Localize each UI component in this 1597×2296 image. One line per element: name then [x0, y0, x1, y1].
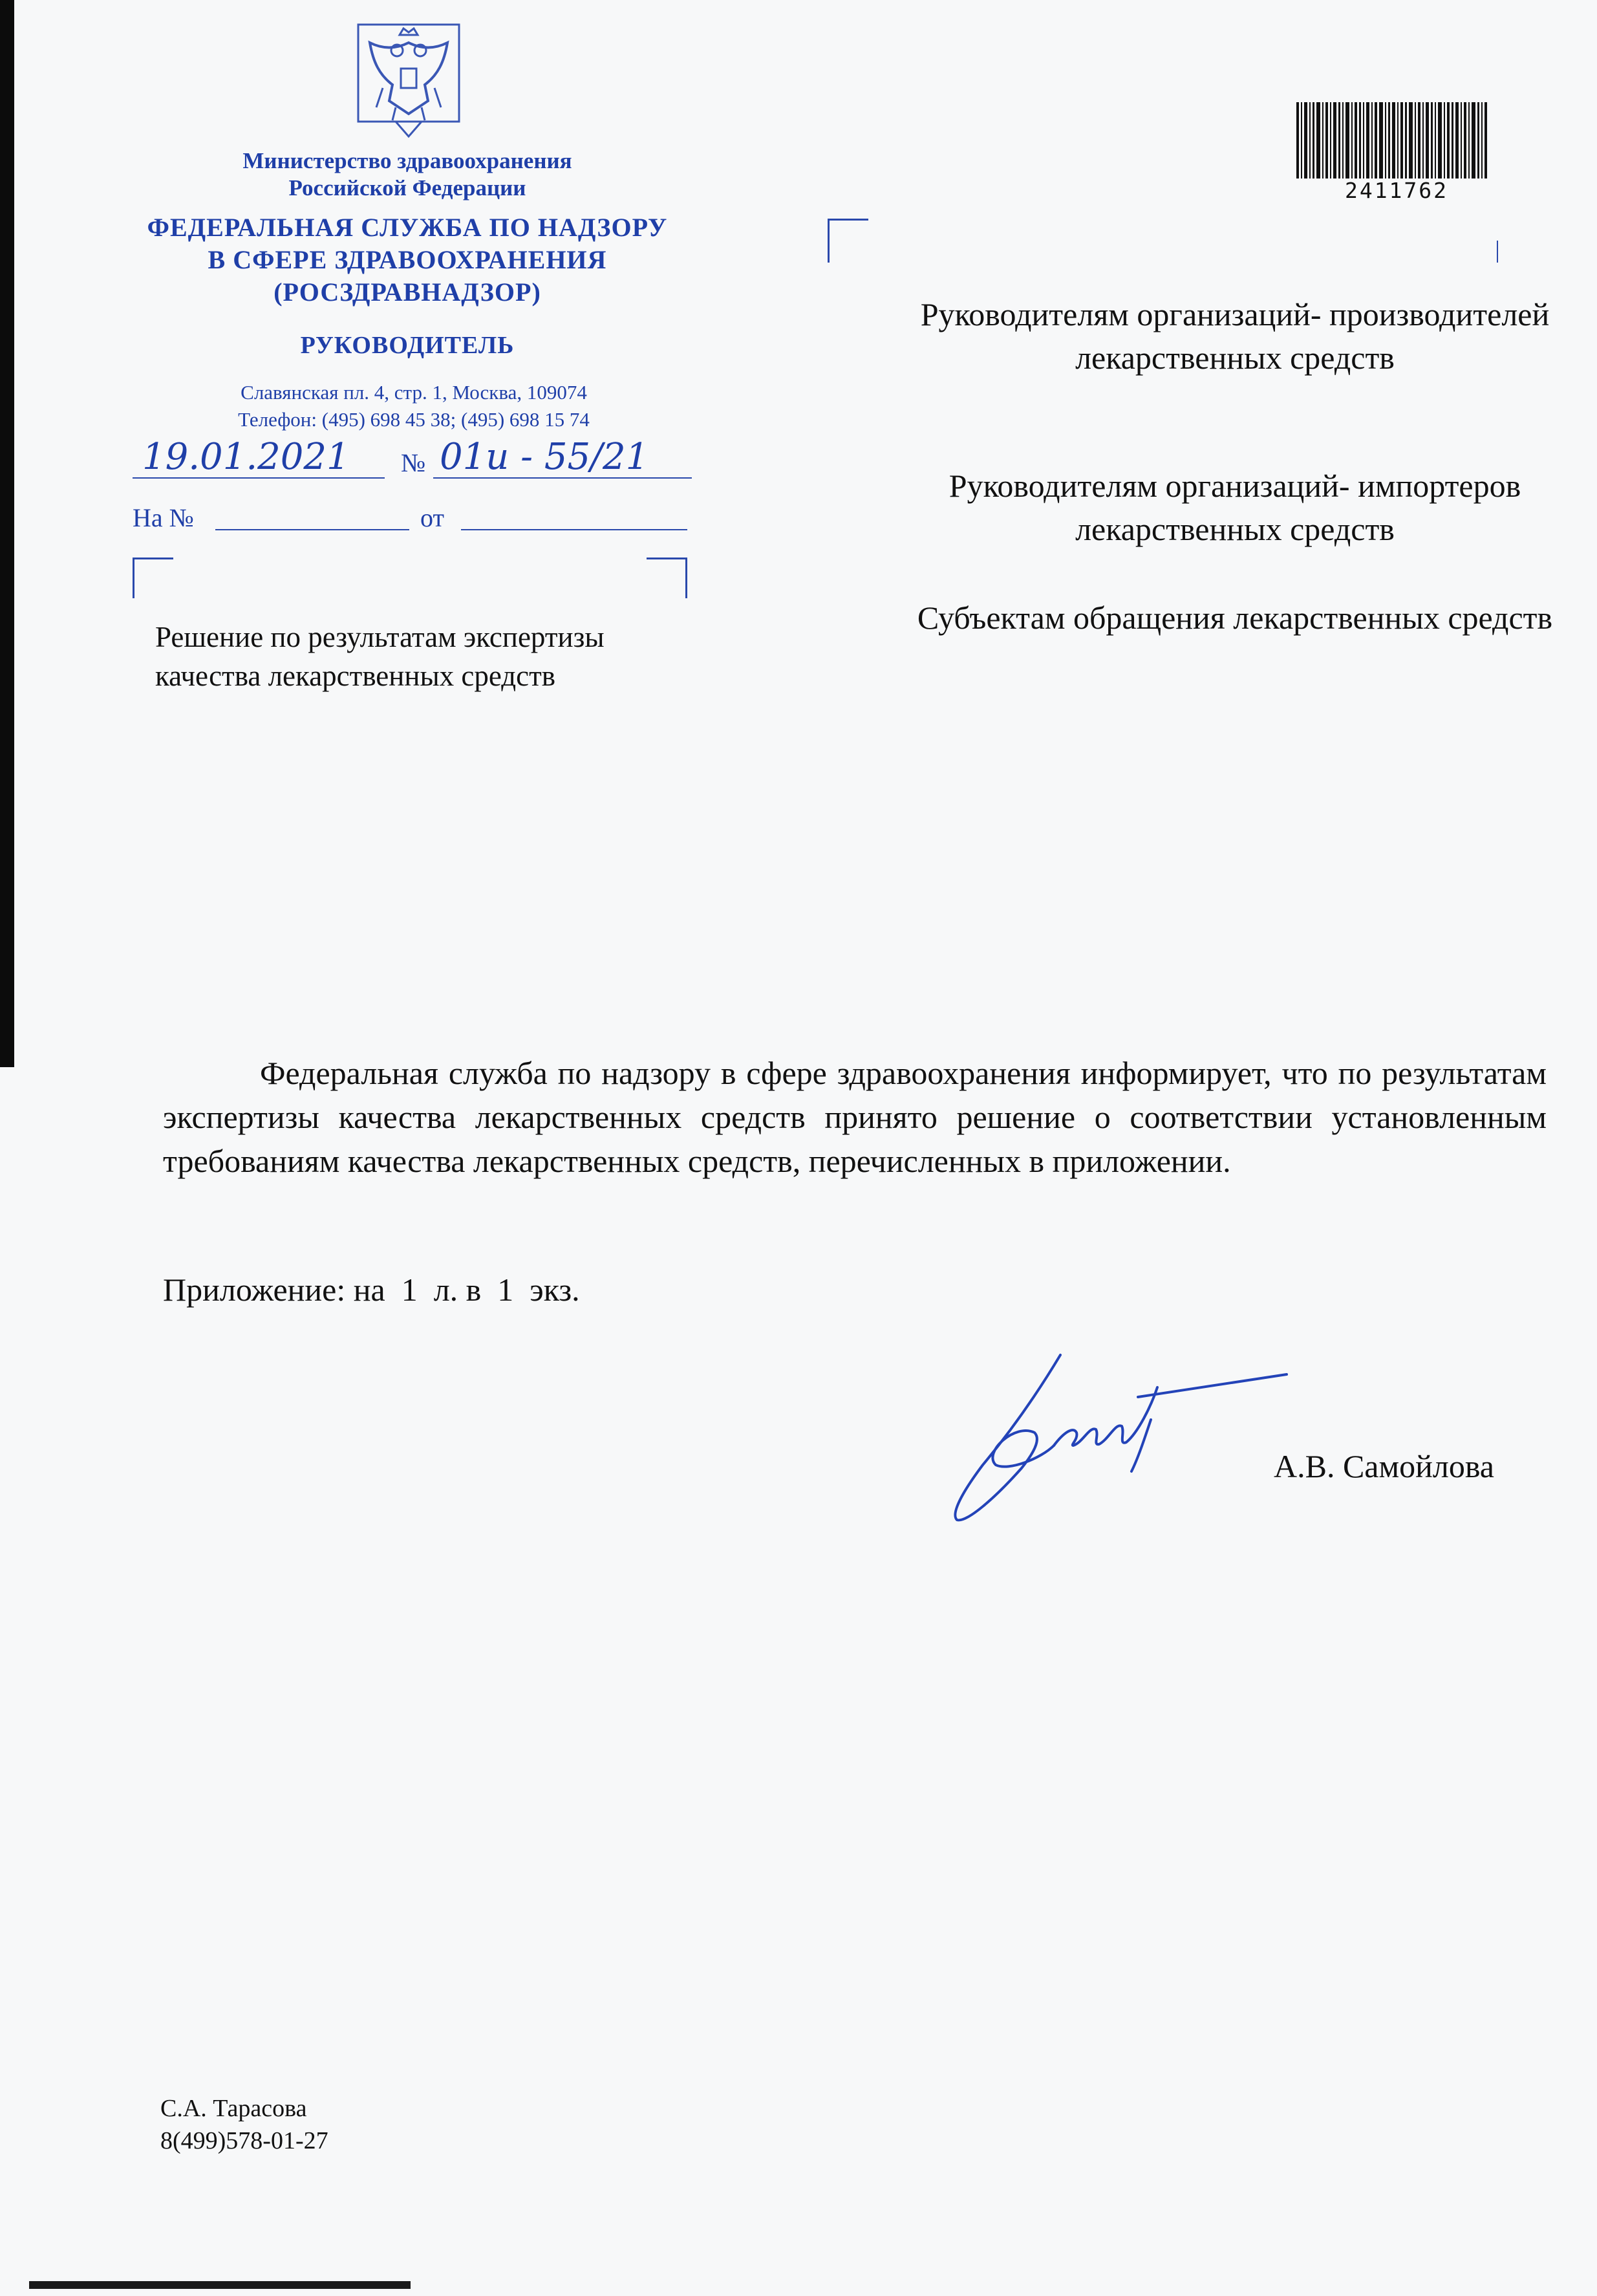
organization-address — [116, 379, 711, 433]
reference-from-label: от — [420, 503, 444, 532]
executor-info — [160, 2092, 328, 2157]
executor-name: С.А. Тарасова — [160, 2095, 307, 2122]
addressee-corner-left — [828, 219, 868, 263]
addressee-producers: Руководителям организаций- производителей лекарственных средств — [920, 296, 1550, 376]
phone-line: Телефон: (495) 698 45 38; (495) 698 15 74 — [238, 408, 590, 431]
executor-phone: 8(499)578-01-27 — [160, 2127, 328, 2154]
subject-line1: Решение по результатам экспертизы — [155, 621, 605, 653]
handwritten-number: 01и - 55/21 — [440, 436, 649, 478]
subject-line2: качества лекарственных средств — [155, 660, 556, 692]
reference-label: На № — [133, 503, 194, 532]
scan-edge-left — [0, 0, 14, 1067]
scan-edge-bottom — [29, 2281, 411, 2289]
document-subject — [155, 618, 737, 695]
handwritten-signature — [944, 1348, 1300, 1526]
reference-date-line — [461, 529, 687, 530]
ministry-name-line2: Российской Федерации — [288, 175, 526, 200]
body-paragraph — [163, 1051, 1547, 1183]
handwritten-date: 19.01.2021 — [142, 436, 350, 478]
service-name-line2: В СФЕРЕ ЗДРАВООХРАНЕНИЯ — [208, 245, 607, 274]
address-line: Славянская пл. 4, стр. 1, Москва, 109074 — [241, 381, 587, 404]
number-sign: № — [401, 448, 426, 477]
subject-corner-right — [647, 558, 687, 598]
ministry-name-line1: Министерство здравоохранения — [242, 148, 572, 173]
service-name-line3: (РОСЗДРАВНАДЗОР) — [273, 277, 541, 307]
addressee-corner-right — [1497, 241, 1498, 263]
subject-corner-left — [133, 558, 173, 598]
attachment-line: Приложение: на 1 л. в 1 экз. — [163, 1272, 580, 1308]
body-paragraph-text: Федеральная служба по надзору в сфере здравоохранения информирует, что по результатам экспертизы качества лекарственных средств принято решение о соответствии установленным требованиям качества лекарственных средств, перечисленных в приложении. — [163, 1055, 1547, 1179]
registration-date-field — [133, 436, 385, 479]
barcode-number: 2411762 — [1344, 178, 1449, 203]
service-name-line1: ФЕДЕРАЛЬНАЯ СЛУЖБА ПО НАДЗОРУ — [147, 213, 668, 242]
coat-of-arms-emblem — [357, 23, 460, 138]
reference-number-line — [215, 529, 409, 530]
addressee-subjects: Субъектам обращения лекарственных средств — [917, 600, 1553, 636]
addressee-importers: Руководителям организаций- импортеров лекарственных средств — [949, 468, 1521, 547]
position-title: РУКОВОДИТЕЛЬ — [300, 332, 515, 359]
registration-number-field — [433, 436, 692, 479]
signer-name: А.В. Самойлова — [1274, 1448, 1494, 1484]
barcode-graphic — [1296, 102, 1487, 179]
